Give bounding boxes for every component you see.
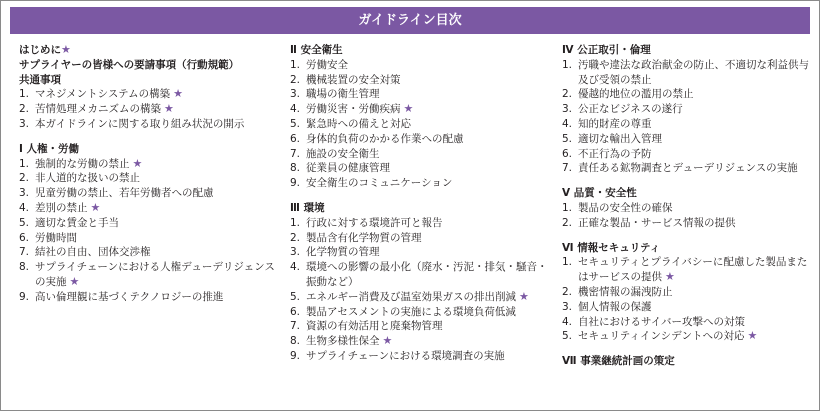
item-text-wrap	[578, 87, 812, 102]
item-text: 汚職や違法な政治献金の防止、不適切な利益供与及び受領の禁止	[578, 58, 809, 86]
item-number: 1.	[19, 157, 30, 170]
item-text-wrap	[306, 117, 552, 132]
section-heading-text: Ⅴ 品質・安全性	[562, 187, 637, 200]
item-number: 5.	[290, 290, 301, 303]
item-text-wrap	[578, 329, 812, 344]
toc-item	[290, 216, 552, 231]
item-number: 3.	[562, 103, 573, 116]
item-text-wrap	[578, 161, 812, 176]
item-text-wrap	[578, 102, 812, 117]
star-icon: ★	[61, 43, 71, 56]
item-text-wrap	[578, 201, 812, 216]
star-icon: ★	[403, 102, 414, 116]
item-number: 5.	[290, 117, 301, 130]
item-text-wrap	[578, 117, 812, 132]
toc-item	[290, 305, 552, 320]
toc-section	[290, 201, 552, 364]
item-number: 2.	[19, 103, 30, 116]
toc-section	[562, 354, 812, 369]
toc-item	[290, 349, 552, 364]
toc-column-2	[290, 43, 552, 364]
item-text-wrap	[35, 245, 281, 260]
toc-item	[19, 171, 281, 186]
item-text: 資源の有効活用と廃棄物管理	[306, 320, 443, 333]
section-heading	[562, 241, 812, 256]
item-text: 正確な製品・サービス情報の提供	[578, 216, 736, 229]
item-text-wrap	[35, 201, 281, 216]
item-number: 6.	[290, 305, 301, 318]
item-text-wrap	[35, 186, 281, 201]
item-text: 職場の衛生管理	[306, 88, 380, 101]
item-text: 身体的負荷のかかる作業への配慮	[306, 132, 464, 145]
item-text: サプライチェーンにおける人権デューデリジェンスの実施	[35, 261, 275, 288]
item-number: 3.	[562, 300, 573, 313]
item-text: 労働時間	[35, 231, 77, 244]
toc-item	[290, 231, 552, 246]
star-icon: ★	[665, 270, 675, 284]
section-heading-text: Ⅱ 安全衛生	[290, 44, 343, 56]
item-text-wrap	[35, 102, 281, 117]
toc-item	[290, 147, 552, 162]
toc-item	[19, 201, 281, 216]
item-text-wrap	[578, 132, 812, 147]
item-text-wrap	[35, 171, 281, 186]
item-number: 6.	[290, 132, 301, 145]
toc-item	[19, 216, 281, 231]
item-text: 非人道的な扱いの禁止	[35, 172, 140, 185]
item-number: 1.	[562, 256, 573, 269]
item-text: 高い倫理観に基づくテクノロジーの推進	[35, 290, 224, 303]
toc-item	[290, 58, 552, 73]
toc-item	[562, 329, 812, 344]
toc-item	[562, 147, 812, 162]
item-number: 2.	[290, 73, 301, 86]
toc-item	[290, 102, 552, 117]
toc-item	[19, 117, 281, 132]
item-text-wrap	[306, 73, 552, 88]
section-heading-text: Ⅳ 公正取引・倫理	[562, 44, 651, 56]
item-text: 施設の安全衛生	[306, 147, 380, 160]
item-number: 4.	[290, 261, 301, 274]
section-heading	[19, 142, 281, 157]
toc-item	[19, 260, 281, 290]
item-text: 緊急時への備えと対応	[306, 117, 411, 130]
toc-item	[562, 285, 812, 300]
item-number: 1.	[19, 88, 30, 101]
section-subheading: サプライヤーの皆様への要請事項（行動規範）	[19, 58, 240, 71]
toc-column-3	[562, 43, 812, 369]
item-text-wrap	[306, 147, 552, 162]
section-heading-text: Ⅰ 人権・労働	[19, 142, 80, 155]
item-text: 不正行為の予防	[578, 147, 652, 160]
toc-item	[562, 58, 812, 88]
item-text: 製品アセスメントの実施による環境負荷低減	[306, 305, 516, 318]
item-number: 2.	[562, 88, 573, 101]
item-text-wrap	[578, 147, 812, 162]
item-number: 3.	[290, 246, 301, 259]
toc-item	[562, 132, 812, 147]
item-number: 5.	[562, 330, 573, 343]
item-text: 環境への影響の最小化（廃水・汚泥・排気・騒音・振動など）	[306, 261, 548, 288]
toc-item	[19, 186, 281, 201]
item-text: 化学物質の管理	[306, 246, 380, 259]
page-title: ガイドライン目次	[10, 7, 810, 34]
star-icon: ★	[747, 329, 758, 343]
item-text-wrap	[306, 231, 552, 246]
item-number: 9.	[290, 349, 301, 362]
item-text: 機械装置の安全対策	[306, 73, 401, 86]
toc-item	[290, 132, 552, 147]
item-number: 4.	[562, 117, 573, 130]
toc-item	[290, 334, 552, 349]
item-text: 生物多様性保全	[306, 335, 380, 348]
toc-item	[290, 117, 552, 132]
star-icon: ★	[519, 289, 529, 303]
item-number: 2.	[19, 172, 30, 185]
item-text-wrap	[35, 157, 281, 172]
item-text-wrap	[35, 87, 281, 102]
item-number: 4.	[290, 103, 301, 116]
toc-item	[19, 157, 281, 172]
toc-item	[562, 255, 812, 285]
section-heading-text: Ⅶ 事業継続計画の策定	[562, 355, 675, 368]
item-number: 5.	[19, 216, 30, 229]
toc-item	[562, 216, 812, 231]
item-number: 7.	[290, 147, 301, 160]
item-number: 9.	[19, 290, 30, 303]
toc-section	[562, 43, 812, 176]
item-number: 7.	[290, 320, 301, 333]
toc-section	[290, 43, 552, 191]
toc-section	[19, 43, 281, 132]
toc-item	[562, 161, 812, 176]
item-text: 苦情処理メカニズムの構築	[35, 103, 161, 116]
item-text: セキュリティインシデントへの対応	[578, 330, 745, 343]
item-text: セキュリティとプライバシーに配慮した製品またはサービスの提供	[578, 256, 808, 284]
toc-item	[19, 231, 281, 246]
item-number: 4.	[562, 315, 573, 328]
item-number: 9.	[290, 177, 301, 190]
item-text: 公正なビジネスの遂行	[578, 103, 683, 116]
item-text-wrap	[35, 260, 281, 290]
section-heading-text: Ⅲ 環境	[290, 201, 325, 214]
section-heading	[19, 43, 281, 58]
item-text: 労働災害・労働疾病	[306, 103, 401, 116]
item-number: 6.	[19, 231, 30, 244]
item-text-wrap	[306, 245, 552, 260]
item-text-wrap	[306, 58, 552, 73]
item-text: 優越的地位の濫用の禁止	[578, 88, 694, 101]
item-number: 4.	[19, 201, 30, 214]
section-heading-text: はじめに	[19, 44, 61, 56]
item-text-wrap	[578, 255, 812, 285]
star-icon: ★	[90, 200, 101, 214]
toc-item	[19, 87, 281, 102]
toc-item	[290, 161, 552, 176]
item-text: 適切な賃金と手当	[35, 216, 119, 229]
section-heading	[562, 186, 812, 201]
item-text-wrap	[306, 319, 552, 334]
item-text-wrap	[306, 290, 552, 305]
item-number: 3.	[290, 88, 301, 101]
item-number: 3.	[19, 117, 30, 130]
item-text: 行政に対する環境許可と報告	[306, 216, 443, 229]
item-text-wrap	[306, 305, 552, 320]
item-number: 2.	[290, 231, 301, 244]
item-number: 1.	[290, 216, 301, 229]
section-heading	[562, 43, 812, 58]
item-number: 2.	[562, 285, 573, 298]
toc-section	[19, 142, 281, 305]
toc-column-1	[19, 43, 281, 305]
item-text: サプライチェーンにおける環境調査の実施	[306, 349, 505, 362]
item-number: 8.	[290, 335, 301, 348]
item-text: 製品の安全性の確保	[578, 201, 673, 214]
item-number: 8.	[19, 261, 30, 274]
toc-item	[19, 102, 281, 117]
item-text: 適切な輸出入管理	[578, 132, 662, 145]
item-number: 7.	[562, 162, 573, 175]
item-text-wrap	[306, 161, 552, 176]
item-text: 児童労働の禁止、若年労働者への配慮	[35, 187, 214, 200]
item-text: 安全衛生のコミュニケーション	[306, 177, 453, 190]
toc-item	[290, 260, 552, 290]
star-icon: ★	[173, 87, 184, 101]
toc-item	[290, 245, 552, 260]
toc-item	[290, 290, 552, 305]
item-text-wrap	[306, 87, 552, 102]
item-text: 責任ある鉱物調査とデューデリジェンスの実施	[578, 162, 798, 175]
item-text-wrap	[578, 58, 812, 88]
item-text-wrap	[35, 231, 281, 246]
section-heading	[290, 201, 552, 216]
item-text: 強制的な労働の禁止	[35, 157, 130, 170]
item-number: 1.	[562, 201, 573, 214]
toc-item	[562, 315, 812, 330]
item-text: 労働安全	[306, 58, 348, 71]
item-text-wrap	[578, 315, 812, 330]
item-text: 製品含有化学物質の管理	[306, 231, 422, 244]
item-text: マネジメントシステムの構築	[35, 88, 171, 101]
item-text-wrap	[306, 349, 552, 364]
item-text-wrap	[35, 117, 281, 132]
star-icon: ★	[382, 334, 393, 348]
item-text: 知的財産の尊重	[578, 117, 652, 130]
item-text-wrap	[306, 216, 552, 231]
item-number: 5.	[562, 132, 573, 145]
star-icon: ★	[69, 274, 80, 288]
item-text-wrap	[578, 216, 812, 231]
item-text-wrap	[35, 216, 281, 231]
toc-item	[290, 87, 552, 102]
toc-item	[290, 319, 552, 334]
item-number: 1.	[290, 58, 301, 71]
item-number: 3.	[19, 187, 30, 200]
toc-item	[290, 73, 552, 88]
item-text-wrap	[306, 334, 552, 349]
toc-item	[562, 102, 812, 117]
item-text: エネルギー消費及び温室効果ガスの排出削減	[306, 290, 516, 303]
item-text: 結社の自由、団体交渉権	[35, 246, 151, 259]
item-number: 1.	[562, 58, 573, 71]
toc-item	[562, 117, 812, 132]
section-heading	[562, 354, 812, 369]
item-text-wrap	[306, 102, 552, 117]
section-subheading: 共通事項	[19, 73, 61, 86]
item-text-wrap	[306, 176, 552, 191]
item-text: 従業員の健康管理	[306, 162, 390, 175]
item-number: 2.	[562, 216, 573, 229]
item-number: 8.	[290, 162, 301, 175]
star-icon: ★	[164, 102, 174, 116]
section-heading-text: Ⅵ 情報セキュリティ	[562, 241, 661, 254]
item-text: 自社におけるサイバー攻撃への対策	[578, 315, 746, 328]
item-text-wrap	[306, 260, 552, 290]
toc-item	[19, 290, 281, 305]
item-text: 機密情報の漏洩防止	[578, 285, 673, 298]
toc-section	[562, 241, 812, 345]
item-number: 7.	[19, 246, 30, 259]
item-text-wrap	[35, 290, 281, 305]
toc-item	[290, 176, 552, 191]
star-icon: ★	[132, 156, 143, 170]
item-text-wrap	[578, 285, 812, 300]
toc-section	[562, 186, 812, 230]
toc-item	[562, 201, 812, 216]
item-text-wrap	[578, 300, 812, 315]
item-text: 個人情報の保護	[578, 300, 652, 313]
section-heading	[290, 43, 552, 58]
item-text: 差別の禁止	[35, 201, 88, 214]
item-text: 本ガイドラインに関する取り組み状況の開示	[35, 117, 245, 130]
item-number: 6.	[562, 147, 573, 160]
item-text-wrap	[306, 132, 552, 147]
toc-item	[562, 300, 812, 315]
toc-item	[19, 245, 281, 260]
toc-item	[562, 87, 812, 102]
